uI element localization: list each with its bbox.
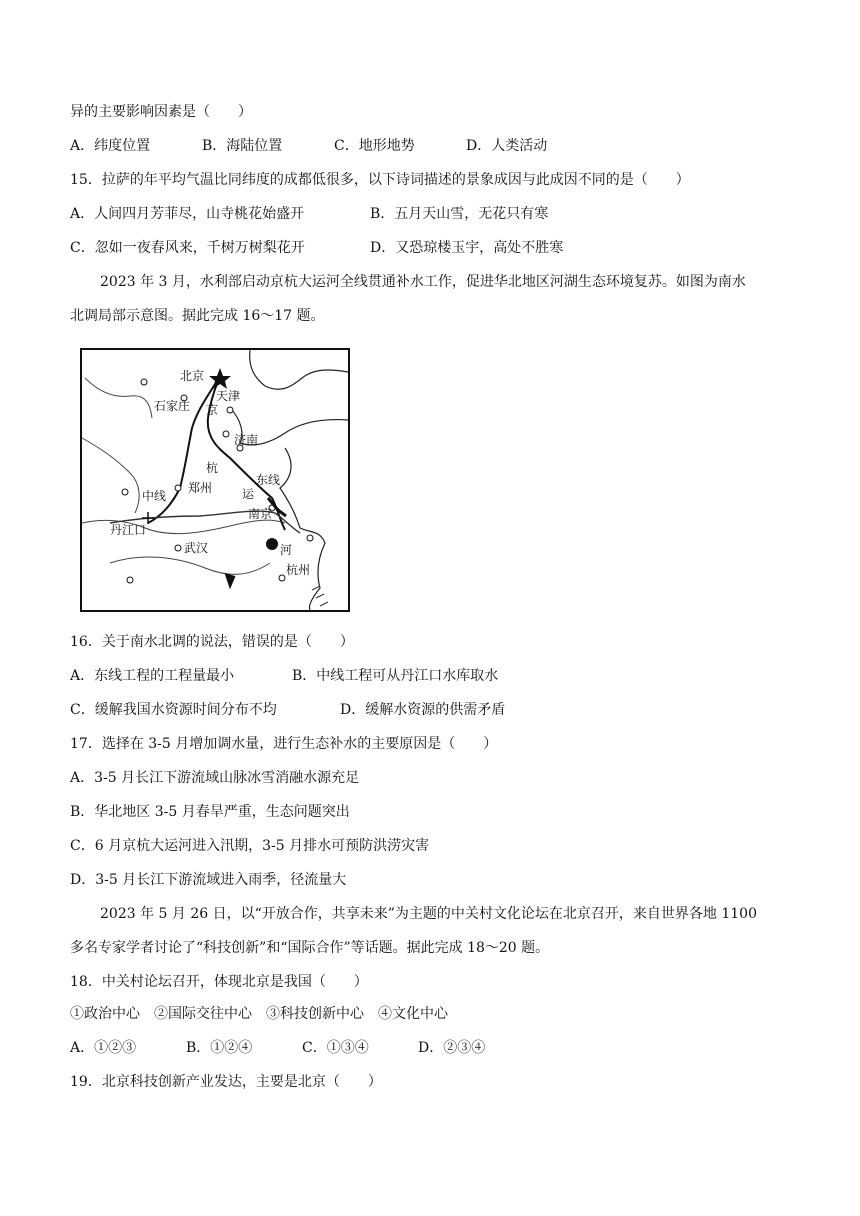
label-jinan: 济南 xyxy=(234,433,259,447)
q15-stem: 15．拉萨的年平均气温比同纬度的成都低很多，以下诗词描述的景象成因与此成因不同的是（ ） xyxy=(70,172,690,188)
city-marker xyxy=(141,379,147,385)
city-marker xyxy=(279,575,285,581)
q16-option-c: C．缓解我国水资源时间分布不均 xyxy=(70,702,277,718)
label-dongxian: 东线 xyxy=(256,473,281,487)
label-shijiazhuang: 石家庄 xyxy=(154,399,191,413)
passage1-line2: 北调局部示意图。据此完成 16～17 题。 xyxy=(70,308,325,324)
city-marker xyxy=(175,545,181,551)
label-hangzhou: 杭州 xyxy=(286,563,311,577)
q14-option-d: D．人类活动 xyxy=(466,138,548,154)
q16-option-a: A．东线工程的工程量最小 xyxy=(70,668,235,684)
label-jing: 京 xyxy=(206,403,219,417)
q17-option-b: B．华北地区 3-5 月春旱严重，生态问题突出 xyxy=(70,804,350,820)
south-north-water-diversion-map xyxy=(80,348,350,612)
label-nanjing: 南京 xyxy=(248,507,273,521)
q15-option-d: D．又恐琼楼玉宇，高处不胜寒 xyxy=(370,240,564,256)
label-beijing: 北京 xyxy=(180,369,205,383)
q14-option-c: C．地形地势 xyxy=(334,138,415,154)
label-danjiangkou: 丹江口 xyxy=(110,523,147,537)
passage2-line1: 2023 年 5 月 26 日，以“开放合作，共享未来”为主题的中关村文化论坛在北京召开，来自世界各地 1100 xyxy=(100,906,757,922)
q18-option-b: B．①②④ xyxy=(186,1040,253,1056)
q14-stem-tail: 异的主要影响因素是（ ） xyxy=(70,104,252,120)
city-marker xyxy=(307,535,313,541)
hangzhou-bay-shape xyxy=(266,538,278,550)
q19-stem: 19．北京科技创新产业发达，主要是北京（ ） xyxy=(70,1074,382,1090)
q15-option-a: A．人间四月芳菲尽，山寺桃花始盛开 xyxy=(70,206,305,222)
q16-option-d: D．缓解水资源的供需矛盾 xyxy=(340,702,506,718)
q18-option-a: A．①②③ xyxy=(70,1040,137,1056)
label-hang: 杭 xyxy=(206,461,219,475)
q17-stem: 17．选择在 3-5 月增加调水量，进行生态补水的主要原因是（ ） xyxy=(70,736,498,752)
q17-option-c: C．6 月京杭大运河进入汛期，3-5 月排水可预防洪涝灾害 xyxy=(70,838,430,854)
q15-option-b: B．五月天山雪，无花只有寒 xyxy=(370,206,549,222)
q18-items: ①政治中心 ②国际交往中心 ③科技创新中心 ④文化中心 xyxy=(70,1006,448,1022)
passage1-line1: 2023 年 3 月，水利部启动京杭大运河全线贯通补水工作，促进华北地区河湖生态环境复苏。如图为南水 xyxy=(100,274,746,290)
q15-option-c: C．忽如一夜春风来，千树万树梨花开 xyxy=(70,240,305,256)
city-marker xyxy=(175,485,181,491)
passage2-line2: 多名专家学者讨论了“科技创新”和“国际合作”等话题。据此完成 18～20 题。 xyxy=(70,940,550,956)
q14-option-a: A．纬度位置 xyxy=(70,138,151,154)
city-marker xyxy=(223,431,229,437)
q16-stem: 16．关于南水北调的说法，错误的是（ ） xyxy=(70,634,354,650)
city-marker xyxy=(122,489,128,495)
q14-option-b: B．海陆位置 xyxy=(202,138,283,154)
q18-stem: 18．中关村论坛召开，体现北京是我国（ ） xyxy=(70,974,368,990)
q17-option-d: D．3-5 月长江下游流域进入雨季，径流量大 xyxy=(70,872,347,888)
q17-option-a: A．3-5 月长江下游流域山脉冰雪消融水源充足 xyxy=(70,770,360,786)
q16-option-b: B．中线工程可从丹江口水库取水 xyxy=(292,668,499,684)
city-marker xyxy=(127,577,133,583)
q18-option-c: C．①③④ xyxy=(302,1040,369,1056)
label-yun: 运 xyxy=(242,487,255,501)
city-marker xyxy=(227,407,233,413)
q18-option-d: D．②③④ xyxy=(418,1040,486,1056)
label-zhongxian: 中线 xyxy=(142,489,167,503)
label-wuhan: 武汉 xyxy=(184,541,209,555)
label-he: 河 xyxy=(280,543,293,557)
label-zhengzhou: 郑州 xyxy=(188,481,213,495)
label-tianjin: 天津 xyxy=(216,389,241,403)
